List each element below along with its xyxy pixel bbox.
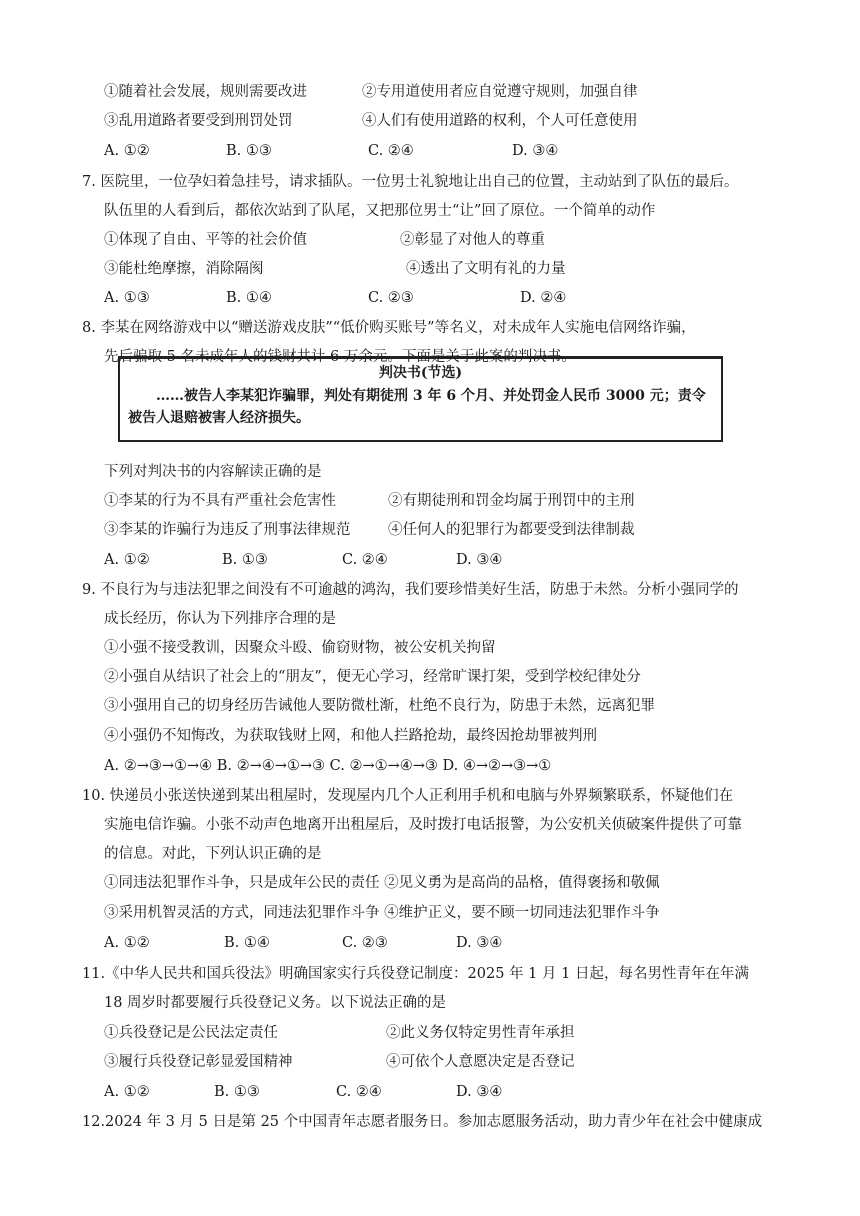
q7-choice-2: ②彰显了对他人的尊重 <box>400 232 545 248</box>
q7-choice-1: ①体现了自由、平等的社会价值 <box>104 232 307 248</box>
q7-option-a: A. ①③ <box>104 290 150 306</box>
q7-option-c: C. ②③ <box>368 290 414 306</box>
q8-choice-2: ②有期徒刑和罚金均属于刑罚中的主刑 <box>388 493 635 509</box>
q8-choice-1: ①李某的行为不具有严重社会危害性 <box>104 493 336 509</box>
q7-stem-line1: 7. 医院里，一位孕妇着急挂号，请求插队。一位男士礼貌地让出自己的位置，主动站到了队伍的最后。 <box>82 174 739 190</box>
q11-option-d: D. ③④ <box>456 1084 503 1100</box>
q8-stem-line2: 先后骗取 5 名未成年人的钱财共计 6 万余元。下面是关于此案的判决书。 <box>104 349 576 365</box>
q9-choice-3: ③小强用自己的切身经历告诫他人要防微杜渐，杜绝不良行为，防患于未然，远离犯罪 <box>104 698 655 714</box>
q8-option-d: D. ③④ <box>456 552 503 568</box>
q11-choice-1: ①兵役登记是公民法定责任 <box>104 1025 278 1041</box>
q9-options: A. ②→③→①→④ B. ②→④→①→③ C. ②→①→④→③ D. ④→②→③→① <box>104 758 552 774</box>
q6-option-b: B. ①③ <box>226 143 272 159</box>
q7-option-d: D. ②④ <box>520 290 567 306</box>
q6-option-a: A. ①② <box>104 143 150 159</box>
q6-option-d: D. ③④ <box>512 143 559 159</box>
q10-option-b: B. ①④ <box>224 935 270 951</box>
q9-stem-line1: 9. 不良行为与违法犯罪之间没有不可逾越的鸿沟，我们要珍惜美好生活，防患于未然。分析小强同学的 <box>82 582 739 598</box>
q11-stem-line2: 18 周岁时都要履行兵役登记义务。以下说法正确的是 <box>104 995 447 1011</box>
q10-choices-line2: ③采用机智灵活的方式，同违法犯罪作斗争 ④维护正义，要不顾一切同违法犯罪作斗争 <box>104 905 660 921</box>
q11-option-a: A. ①② <box>104 1084 150 1100</box>
q11-choice-4: ④可依个人意愿决定是否登记 <box>386 1054 575 1070</box>
q10-option-a: A. ①② <box>104 935 150 951</box>
q6-choice-1: ①随着社会发展，规则需要改进 <box>104 84 307 100</box>
q7-choice-4: ④透出了文明有礼的力量 <box>406 261 566 277</box>
q6-choice-2: ②专用道使用者应自觉遵守规则，加强自律 <box>362 84 638 100</box>
q8-choice-4: ④任何人的犯罪行为都要受到法律制裁 <box>388 522 635 538</box>
q6-option-c: C. ②④ <box>368 143 414 159</box>
q8-choice-3: ③李某的诈骗行为违反了刑事法律规范 <box>104 522 351 538</box>
q8-option-a: A. ①② <box>104 552 150 568</box>
q11-choice-2: ②此义务仅特定男性青年承担 <box>386 1025 575 1041</box>
verdict-title: 判决书(节选) <box>378 365 463 381</box>
q10-stem-line3: 的信息。对此，下列认识正确的是 <box>104 846 322 862</box>
q8-prompt: 下列对判决书的内容解读正确的是 <box>104 464 322 480</box>
q9-stem-line2: 成长经历，你认为下列排序合理的是 <box>104 611 336 627</box>
q6-choice-4: ④人们有使用道路的权利，个人可任意使用 <box>362 113 638 129</box>
q10-choices-line1: ①同违法犯罪作斗争，只是成年公民的责任 ②见义勇为是高尚的品格，值得褒扬和敬佩 <box>104 875 660 891</box>
q8-option-b: B. ①③ <box>222 552 268 568</box>
q11-choice-3: ③履行兵役登记彰显爱国精神 <box>104 1054 293 1070</box>
q9-choice-2: ②小强自从结识了社会上的“朋友”，便无心学习，经常旷课打架，受到学校纪律处分 <box>104 669 641 685</box>
q11-option-b: B. ①③ <box>214 1084 260 1100</box>
q10-option-d: D. ③④ <box>456 935 503 951</box>
verdict-text: ……被告人李某犯诈骗罪，判处有期徒刑 3 年 6 个月、并处罚金人民币 3000 元；责令被告人退赔被害人经济损失。 <box>128 388 706 426</box>
q7-option-b: B. ①④ <box>226 290 272 306</box>
q7-choice-3: ③能杜绝摩擦，消除隔阂 <box>104 261 264 277</box>
verdict-excerpt-box <box>118 356 723 442</box>
q9-choice-4: ④小强仍不知悔改，为获取钱财上网，和他人拦路抢劫，最终因抢劫罪被判刑 <box>104 728 597 744</box>
q11-stem-line1: 11.《中华人民共和国兵役法》明确国家实行兵役登记制度：2025 年 1 月 1 日起，每名男性青年在年满 <box>82 966 749 982</box>
q8-option-c: C. ②④ <box>342 552 388 568</box>
q11-option-c: C. ②④ <box>336 1084 382 1100</box>
q10-stem-line2: 实施电信诈骗。小张不动声色地离开出租屋后，及时拨打电话报警，为公安机关侦破案件提供了可靠 <box>104 817 742 833</box>
q10-option-c: C. ②③ <box>342 935 388 951</box>
q12-stem-line1: 12.2024 年 3 月 5 日是第 25 个中国青年志愿者服务日。参加志愿服务活动，助力青少年在社会中健康成 <box>82 1114 763 1130</box>
q6-choice-3: ③乱用道路者要受到刑罚处罚 <box>104 113 293 129</box>
q7-stem-line2: 队伍里的人看到后，都依次站到了队尾，又把那位男士“让”回了原位。一个简单的动作 <box>104 203 656 219</box>
q10-stem-line1: 10. 快递员小张送快递到某出租屋时，发现屋内几个人正利用手机和电脑与外界频繁联系，怀疑他们在 <box>82 788 734 804</box>
q9-choice-1: ①小强不接受教训，因聚众斗殴、偷窃财物，被公安机关拘留 <box>104 640 496 656</box>
q8-stem-line1: 8. 李某在网络游戏中以“赠送游戏皮肤”“低价购买账号”等名义，对未成年人实施电信网络诈骗， <box>82 320 696 336</box>
